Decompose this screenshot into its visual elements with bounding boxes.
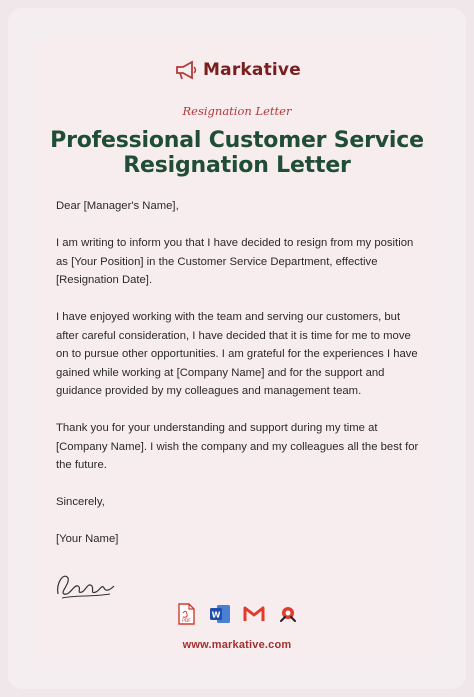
pdf-label: PDF [182, 619, 191, 624]
salutation: Dear [Manager's Name], [56, 200, 179, 212]
format-icons [0, 603, 474, 625]
document-tag: Resignation Letter [182, 104, 292, 118]
word-label: W [211, 610, 221, 620]
signer-name: [Your Name] [56, 533, 119, 545]
paragraph-3: Thank you for your understanding and support during my time at [Company Name]. I wish the company and my colleagues all the best for the future. [56, 422, 419, 471]
letter-body [56, 197, 424, 567]
page-title: Professional Customer Service Resignation Letter [50, 128, 424, 178]
share-icon[interactable] [277, 603, 299, 625]
brand-header [0, 57, 474, 83]
paragraph-2: I have enjoyed working with the team and serving our customers, but after careful consideration, I have decided that it is time for me to move on to pursue other opportunities. I am grateful for the experiences I have gained while working at [Company Name] and for the support and guidance provided by my colleagues and management team. [56, 311, 418, 397]
closing: Sincerely, [56, 496, 105, 508]
megaphone-icon [173, 59, 199, 81]
signature-image [52, 564, 122, 604]
brand-name: Markative [203, 60, 301, 80]
pdf-icon[interactable] [175, 603, 197, 625]
paragraph-1: I am writing to inform you that I have decided to resign from my position as [Your Position] in the Customer Service Department, effective [Resignation Date]. [56, 237, 414, 286]
word-icon[interactable] [209, 603, 231, 625]
gmail-icon[interactable] [243, 603, 265, 625]
website-url[interactable]: www.markative.com [182, 639, 292, 651]
